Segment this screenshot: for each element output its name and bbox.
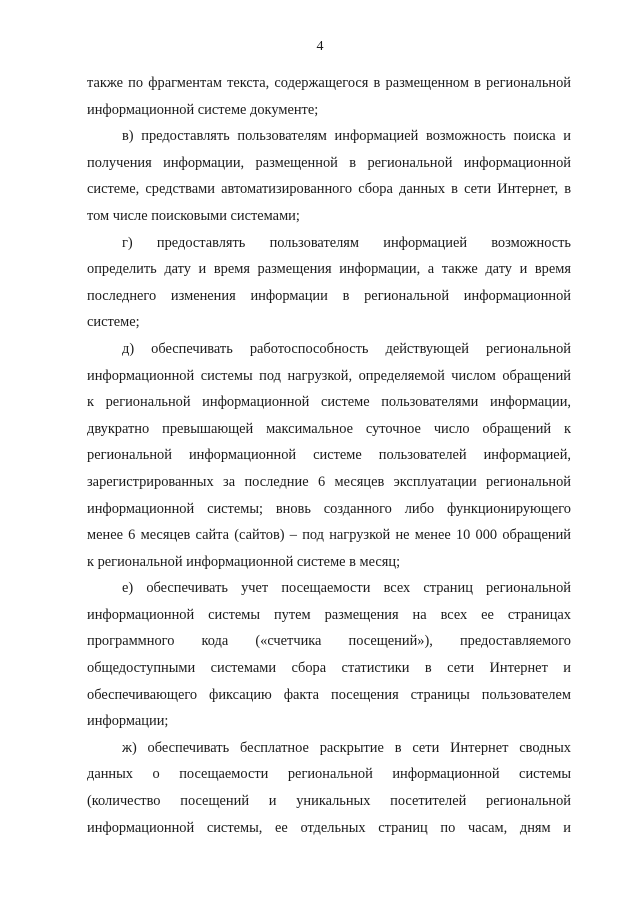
text-line: системе, средствами автоматизированного сбора данных в сети Интернет, в [87,181,571,198]
text-line: общедоступными системами сбора статистики в сети Интернет и [87,660,571,677]
text-line: двукратно превышающей максимальное суточное число обращений к [87,420,571,437]
text-line: к региональной информационной системе в месяц; [87,553,401,570]
text-line: (количество посещений и уникальных посетителей региональной [87,793,571,810]
text-line: информационной системы под нагрузкой, определяемой числом обращений [87,367,571,384]
text-line: региональной информационной системе пользователей информацией, [87,447,571,464]
text-line: к региональной информационной системе пользователями информации, [87,394,571,411]
text-line: последнего изменения информации в региональной информационной [87,287,571,304]
text-line: также по фрагментам текста, содержащегося в размещенном в региональной [87,75,571,91]
text-line: зарегистрированных за последние 6 месяцев эксплуатации региональной [87,473,571,490]
text-line: обеспечивающего фиксацию факта посещения страницы пользователем [87,686,571,703]
text-line: информационной системы, ее отдельных страниц по часам, дням и [87,819,571,836]
text-line: информационной системы путем размещения на всех ее страницах [87,606,571,623]
document-body [87,70,571,841]
text-line: информации; [87,713,169,730]
paragraph-g-start: г) предоставлять пользователям информацией возможность [122,234,571,251]
text-line: информационной системе документе; [87,101,319,118]
text-line: данных о посещаемости региональной информационной системы [87,766,571,783]
text-line: менее 6 месяцев сайта (сайтов) – под нагрузкой не менее 10 000 обращений [87,527,571,544]
paragraph-e-start: е) обеспечивать учет посещаемости всех страниц региональной [122,580,571,597]
text-line: определить дату и время размещения информации, а также дату и время [87,261,571,278]
text-line: системе; [87,314,140,331]
text-line: информационной системы; вновь созданного либо функционирующего [87,500,571,517]
page-number: 4 [316,39,324,54]
text-line: том числе поисковыми системами; [87,207,300,224]
text-line: программного кода («счетчика посещений»), предоставляемого [87,633,571,650]
paragraph-d-start: д) обеспечивать работоспособность действующей региональной [122,340,571,357]
text-line: получения информации, размещенной в региональной информационной [87,154,571,171]
paragraph-v-start: в) предоставлять пользователям информацией возможность поиска и [122,128,571,145]
paragraph-zh-start: ж) обеспечивать бесплатное раскрытие в сети Интернет сводных [122,739,571,756]
